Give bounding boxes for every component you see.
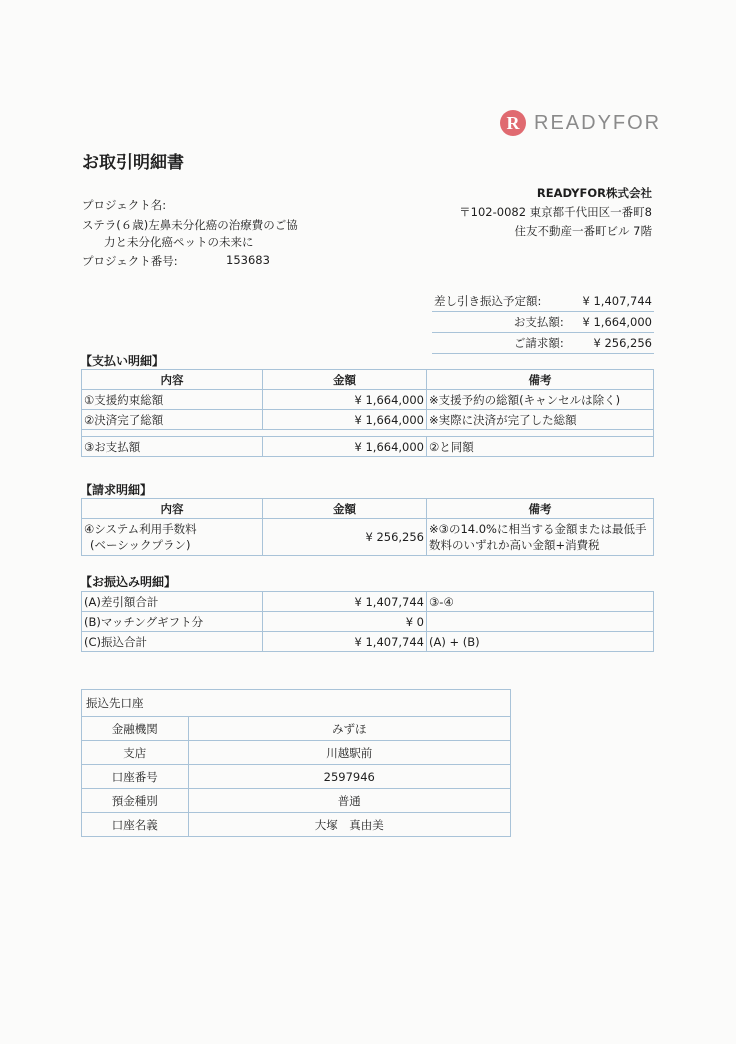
summary-value: ¥ 1,407,744 — [566, 291, 654, 312]
table-spacer-row — [82, 430, 654, 437]
bank-value: みずほ — [188, 717, 510, 741]
bank-value: 大塚 真由美 — [188, 813, 510, 837]
readyfor-logo — [500, 110, 661, 136]
header-item: 内容 — [82, 499, 263, 519]
row-item: (B)マッチングギフト分 — [82, 612, 263, 632]
row-amount: ¥ 1,407,744 — [263, 632, 427, 652]
project-name-line1: ステラ(６歳)左鼻未分化癌の治療費のご協 — [82, 218, 298, 232]
summary-table — [432, 291, 654, 354]
document-title: お取引明細書 — [82, 153, 184, 173]
payment-section-title: 【支払い明細】 — [80, 354, 165, 368]
billing-note-line2: 数料のいずれか高い金額+消費税 — [429, 538, 600, 552]
row-item: ③お支払額 — [82, 437, 263, 457]
row-note — [427, 612, 654, 632]
bank-label: 金融機関 — [82, 717, 188, 741]
table-row — [82, 390, 654, 410]
project-number-label: プロジェクト番号: — [82, 254, 178, 268]
row-item: (A)差引額合計 — [82, 592, 263, 612]
header-note: 備考 — [427, 499, 654, 519]
row-amount: ¥ 1,664,000 — [263, 410, 427, 430]
bank-table — [82, 717, 510, 836]
spacer-cell — [82, 430, 654, 437]
transfer-section-title: 【お振込み明細】 — [80, 575, 177, 589]
bank-title: 振込先口座 — [82, 690, 510, 717]
summary-value: ¥ 1,664,000 — [566, 312, 654, 333]
company-name: READYFOR株式会社 — [536, 186, 652, 200]
bank-account-box — [81, 689, 511, 837]
company-block — [459, 184, 652, 241]
header-note: 備考 — [427, 370, 654, 390]
bank-row — [82, 789, 510, 813]
row-amount: ¥ 0 — [263, 612, 427, 632]
project-name-line2: 力と未分化癌ペットの未来に — [104, 235, 254, 249]
company-address-1: 〒102-0082 東京都千代田区一番町8 — [459, 205, 652, 219]
bank-value: 2597946 — [188, 765, 510, 789]
row-amount: ¥ 256,256 — [263, 519, 427, 556]
row-item: ②決済完了総額 — [82, 410, 263, 430]
bank-label: 預金種別 — [82, 789, 188, 813]
summary-row — [432, 312, 654, 333]
table-row — [82, 632, 654, 652]
billing-item-line2: (ベーシックプラン) — [90, 538, 191, 552]
summary-label: お支払額: — [432, 312, 566, 333]
header-amount: 金額 — [263, 370, 427, 390]
billing-table — [81, 498, 654, 556]
bank-row — [82, 813, 510, 837]
table-header-row — [82, 499, 654, 519]
header-item: 内容 — [82, 370, 263, 390]
row-note — [427, 519, 654, 556]
row-amount: ¥ 1,664,000 — [263, 390, 427, 410]
table-row — [82, 410, 654, 430]
bank-label: 支店 — [82, 741, 188, 765]
bank-row — [82, 765, 510, 789]
project-name-label: プロジェクト名: — [82, 198, 167, 212]
transfer-table — [81, 591, 654, 652]
bank-row — [82, 741, 510, 765]
summary-value: ¥ 256,256 — [566, 333, 654, 354]
summary-label: ご請求額: — [432, 333, 566, 354]
bank-value: 普通 — [188, 789, 510, 813]
bank-label: 口座名義 — [82, 813, 188, 837]
table-row — [82, 437, 654, 457]
summary-row — [432, 333, 654, 354]
summary-label: 差し引き振込予定額: — [432, 291, 566, 312]
billing-item-line1: ④システム利用手数料 — [84, 522, 197, 536]
header-amount: 金額 — [263, 499, 427, 519]
table-header-row — [82, 370, 654, 390]
billing-section-title: 【請求明細】 — [80, 483, 153, 497]
row-item — [82, 519, 263, 556]
billing-note-line1: ※③の14.0%に相当する金額または最低手 — [429, 522, 647, 536]
row-note: ②と同額 — [427, 437, 654, 457]
row-item: (C)振込合計 — [82, 632, 263, 652]
bank-value: 川越駅前 — [188, 741, 510, 765]
table-row — [82, 612, 654, 632]
row-note: ③-④ — [427, 592, 654, 612]
row-note: ※支援予約の総額(キャンセルは除く) — [427, 390, 654, 410]
row-amount: ¥ 1,407,744 — [263, 592, 427, 612]
summary-row — [432, 291, 654, 312]
logo-icon: R — [500, 110, 526, 136]
row-item: ①支援約束総額 — [82, 390, 263, 410]
bank-row — [82, 717, 510, 741]
logo-text: READYFOR — [534, 111, 662, 134]
bank-label: 口座番号 — [82, 765, 188, 789]
company-address-2: 住友不動産一番町ビル 7階 — [514, 224, 652, 238]
table-row — [82, 519, 654, 556]
payment-table — [81, 369, 654, 457]
row-note: (A) + (B) — [427, 632, 654, 652]
row-note: ※実際に決済が完了した総額 — [427, 410, 654, 430]
table-row — [82, 592, 654, 612]
row-amount: ¥ 1,664,000 — [263, 437, 427, 457]
project-number: 153683 — [226, 253, 270, 267]
